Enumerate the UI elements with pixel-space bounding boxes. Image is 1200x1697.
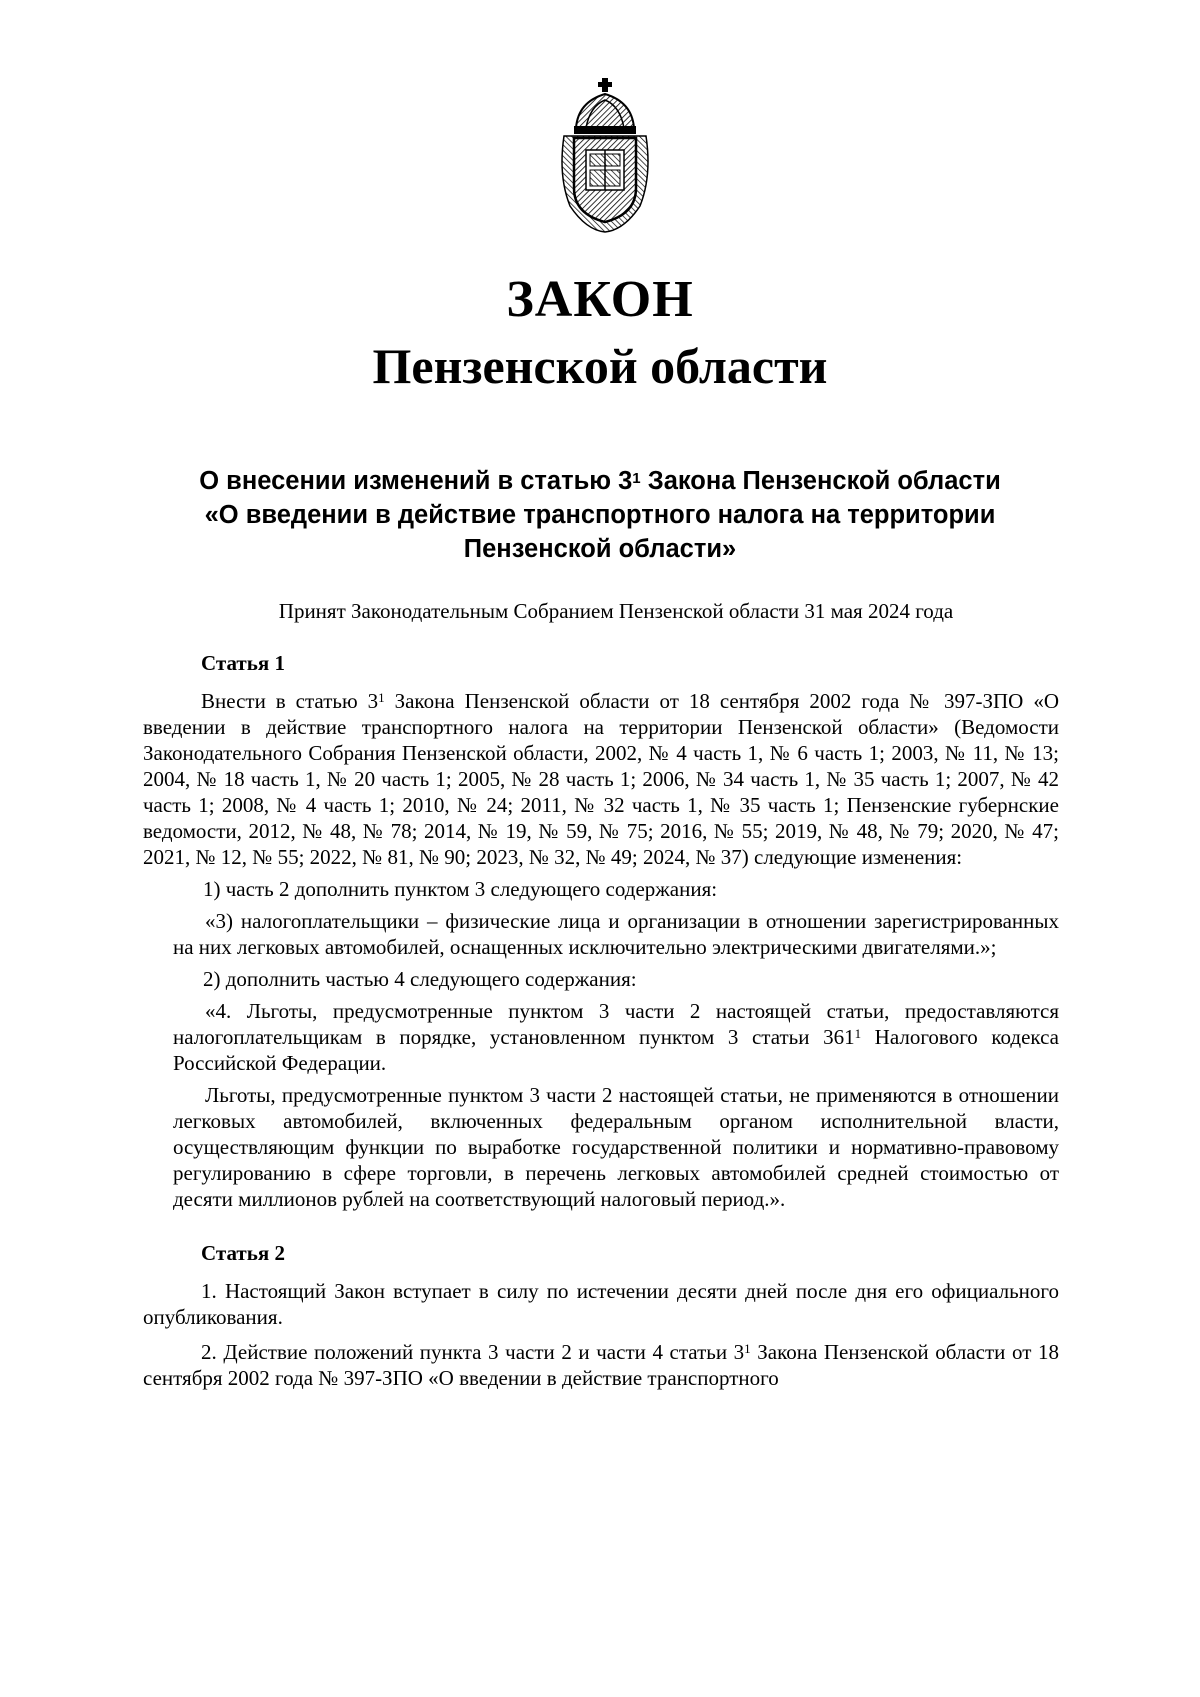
superscript: 1 bbox=[744, 1341, 751, 1356]
law-title-line-1 bbox=[130, 464, 1070, 498]
coat-of-arms-emblem bbox=[556, 76, 654, 236]
document-body bbox=[143, 598, 1059, 1391]
amendment-item-2: 2) дополнить частью 4 следующего содержания: bbox=[203, 967, 637, 991]
paragraph-text: Закона Пензенской области от 18 сентября 2002 года № 397-ЗПО «О введении в действие транспортного bbox=[143, 1340, 1059, 1390]
title-superscript: 1 bbox=[632, 470, 641, 487]
paragraph-text: «4. Льготы, предусмотренные пунктом 3 части 2 настоящей статьи, предоставляются налогоплательщикам в порядке, установленном пунктом 3 статьи 361 bbox=[173, 999, 1059, 1049]
law-title-line-2: «О введении в действие транспортного налога на территории bbox=[204, 501, 996, 529]
title-text: О внесении изменений в статью 3 bbox=[199, 467, 633, 495]
paragraph-text: Внести в статью 3 bbox=[201, 689, 379, 713]
article-2-heading: Статья 2 bbox=[201, 1241, 285, 1265]
paragraph-text: Налогового кодекса Российской Федерации. bbox=[173, 1025, 1060, 1075]
amendment-item-1: 1) часть 2 дополнить пунктом 3 следующего содержания: bbox=[203, 877, 718, 901]
paragraph-text: 2. Действие положений пункта 3 части 2 и части 4 статьи 3 bbox=[201, 1340, 745, 1364]
article-2-paragraph-2 bbox=[143, 1339, 1059, 1391]
paragraph-text: Закона Пензенской области от 18 сентября 2002 года № 397-ЗПО «О введении в действие транспортного налога на территории Пензенской области» (Ведомости Законодательного Собрания Пензенской области, 2002, № 4 часть 1, № 6 часть 1; 2003, № 11, № 13; 2004, № 18 часть 1, № 20 часть 1; 2005, № 28 часть 1; 2006, № 34 часть 1, № 35 часть 1; 2007, № 42 часть 1; 2008, № 4 часть 1; 2010, № 24; 2011, № 32 часть 1, № 35 часть 1; Пензенские губернские ведомости, 2012, № 48, № 78; 2014, № 19, № 59, № 75; 2016, № 55; 2019, № 48, № 79; 2020, № 47; 2021, № 12, № 55; 2022, № 81, № 90; 2023, № 32, № 49; 2024, № 37) следующие изменения: bbox=[143, 689, 1059, 869]
amendment-item-2-text bbox=[173, 998, 1059, 1076]
article-2-paragraph-1: 1. Настоящий Закон вступает в силу по истечении десяти дней после дня его официального опубликования. bbox=[143, 1279, 1059, 1329]
amendment-item-2-text-continued: Льготы, предусмотренные пунктом 3 части 2 настоящей статьи, не применяются в отношении легковых автомобилей, включенных федеральным органом исполнительной власти, осуществляющим функции по выработке государственной политики и нормативно-правовому регулированию в сфере торговли, в перечень легковых автомобилей средней стоимостью от десяти миллионов рублей на соответствующий налоговый период.». bbox=[173, 1083, 1059, 1211]
region-heading: Пензенской области bbox=[372, 338, 828, 394]
superscript: 1 bbox=[378, 690, 385, 705]
document-type-heading: ЗАКОН bbox=[506, 271, 694, 328]
adoption-statement: Принят Законодательным Собранием Пензенской области 31 мая 2024 года bbox=[278, 599, 954, 623]
article-1-intro bbox=[143, 688, 1059, 870]
title-text: Закона Пензенской области bbox=[640, 467, 1001, 495]
law-title bbox=[130, 464, 1070, 566]
article-1-heading: Статья 1 bbox=[201, 651, 285, 675]
superscript: 1 bbox=[854, 1026, 862, 1041]
amendment-item-1-text: «3) налогоплательщики – физические лица и организации в отношении зарегистрированных на них легковых автомобилей, оснащенных исключительно электрическими двигателями.»; bbox=[173, 909, 1059, 959]
law-title-line-3: Пензенской области» bbox=[463, 535, 737, 563]
